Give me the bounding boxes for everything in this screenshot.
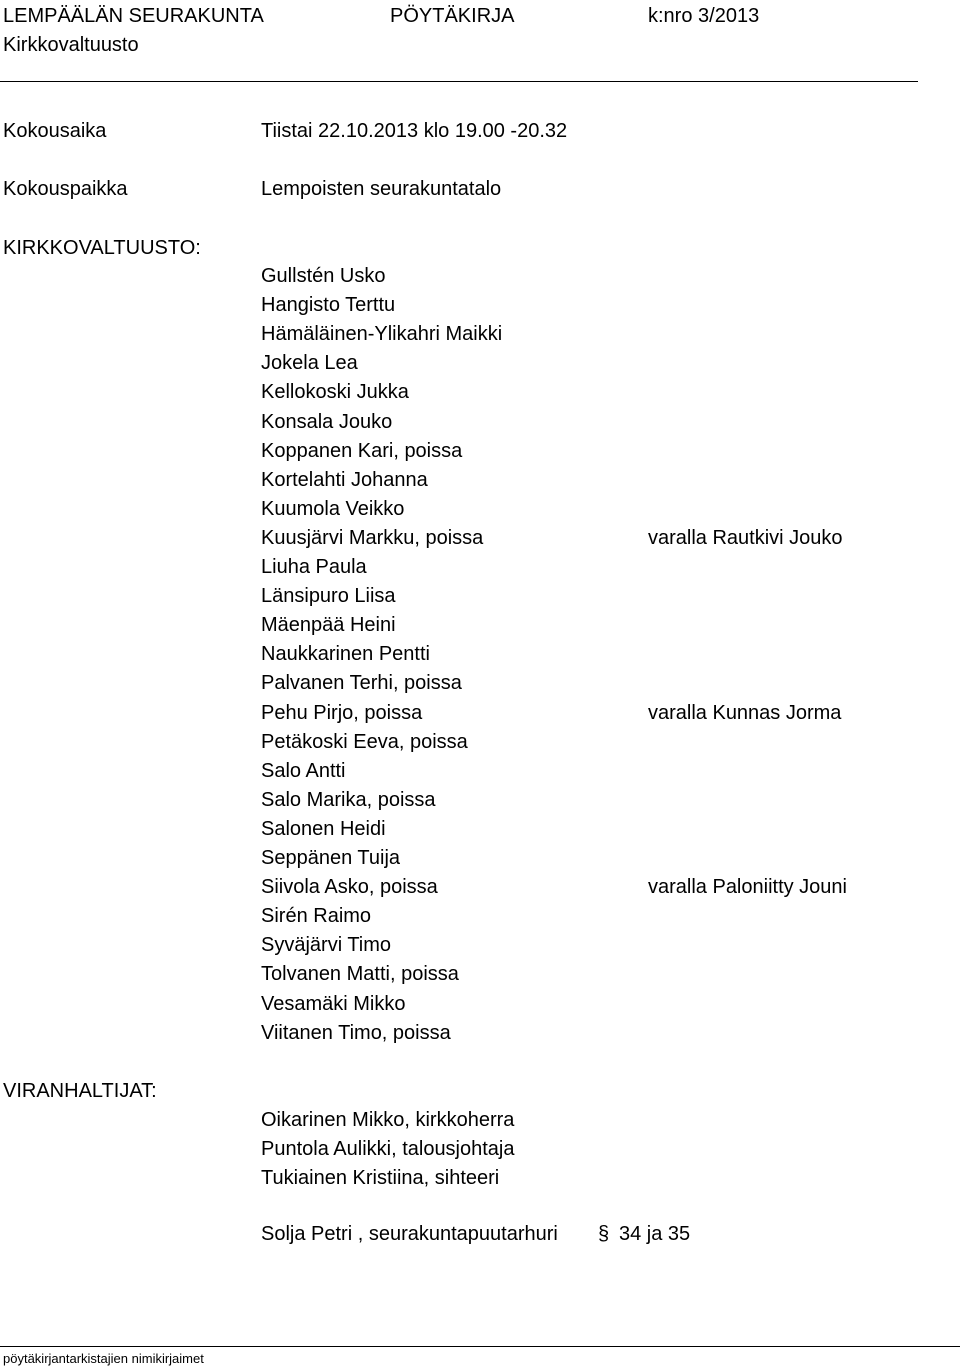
council-label: KIRKKOVALTUUSTO: bbox=[3, 237, 201, 259]
officials-label: VIRANHALTIJAT: bbox=[3, 1080, 157, 1102]
council-member-name: Syväjärvi Timo bbox=[261, 934, 392, 956]
council-member-name: Koppanen Kari, poissa bbox=[261, 440, 463, 462]
council-member-name: Kuusjärvi Markku, poissa bbox=[261, 527, 484, 549]
council-member-substitute: varalla Rautkivi Jouko bbox=[648, 527, 843, 549]
meeting-place-label: Kokouspaikka bbox=[3, 178, 128, 200]
council-member-name: Kortelahti Johanna bbox=[261, 469, 428, 491]
council-member-name: Siivola Asko, poissa bbox=[261, 876, 438, 898]
extra-attendee: Solja Petri , seurakuntapuutarhuri bbox=[261, 1223, 558, 1245]
council-member-name: Kellokoski Jukka bbox=[261, 381, 409, 403]
document-number: k:nro 3/2013 bbox=[648, 5, 760, 27]
council-member-name: Naukkarinen Pentti bbox=[261, 643, 430, 665]
official-item: Tukiainen Kristiina, sihteeri bbox=[261, 1167, 500, 1189]
council-member-substitute: varalla Paloniitty Jouni bbox=[648, 876, 847, 898]
council-member-name: Pehu Pirjo, poissa bbox=[261, 702, 423, 724]
section-sign: § bbox=[598, 1223, 610, 1245]
meeting-time-label: Kokousaika bbox=[3, 120, 107, 142]
extra-attendee-sections: 34 ja 35 bbox=[619, 1223, 691, 1245]
footer-rule bbox=[0, 1346, 960, 1347]
council-member-name: Gullstén Usko bbox=[261, 265, 386, 287]
council-member-name: Viitanen Timo, poissa bbox=[261, 1022, 451, 1044]
council-member-name: Sirén Raimo bbox=[261, 905, 372, 927]
council-member-substitute: varalla Kunnas Jorma bbox=[648, 702, 842, 724]
council-member-name: Kuumola Veikko bbox=[261, 498, 405, 520]
governing-body: Kirkkovaltuusto bbox=[3, 34, 139, 56]
footer-text: pöytäkirjantarkistajien nimikirjaimet bbox=[3, 1351, 204, 1366]
council-member-name: Hangisto Terttu bbox=[261, 294, 396, 316]
council-member-name: Salo Antti bbox=[261, 760, 346, 782]
council-member-name: Palvanen Terhi, poissa bbox=[261, 672, 462, 694]
council-member-name: Salonen Heidi bbox=[261, 818, 386, 840]
council-member-name: Länsipuro Liisa bbox=[261, 585, 396, 607]
council-member-name: Mäenpää Heini bbox=[261, 614, 396, 636]
official-item: Puntola Aulikki, talousjohtaja bbox=[261, 1138, 515, 1160]
official-item: Oikarinen Mikko, kirkkoherra bbox=[261, 1109, 515, 1131]
document-type: PÖYTÄKIRJA bbox=[390, 5, 515, 27]
council-member-name: Liuha Paula bbox=[261, 556, 367, 578]
council-member-name: Tolvanen Matti, poissa bbox=[261, 963, 459, 985]
meeting-place-value: Lempoisten seurakuntatalo bbox=[261, 178, 502, 200]
council-member-name: Seppänen Tuija bbox=[261, 847, 401, 869]
council-member-name: Konsala Jouko bbox=[261, 411, 393, 433]
council-member-name: Hämäläinen-Ylikahri Maikki bbox=[261, 323, 503, 345]
header-rule bbox=[0, 81, 918, 82]
council-member-name: Salo Marika, poissa bbox=[261, 789, 436, 811]
meeting-time-value: Tiistai 22.10.2013 klo 19.00 -20.32 bbox=[261, 120, 568, 142]
council-member-name: Petäkoski Eeva, poissa bbox=[261, 731, 468, 753]
organization-name: LEMPÄÄLÄN SEURAKUNTA bbox=[3, 5, 264, 27]
council-member-name: Jokela Lea bbox=[261, 352, 358, 374]
council-member-name: Vesamäki Mikko bbox=[261, 993, 406, 1015]
